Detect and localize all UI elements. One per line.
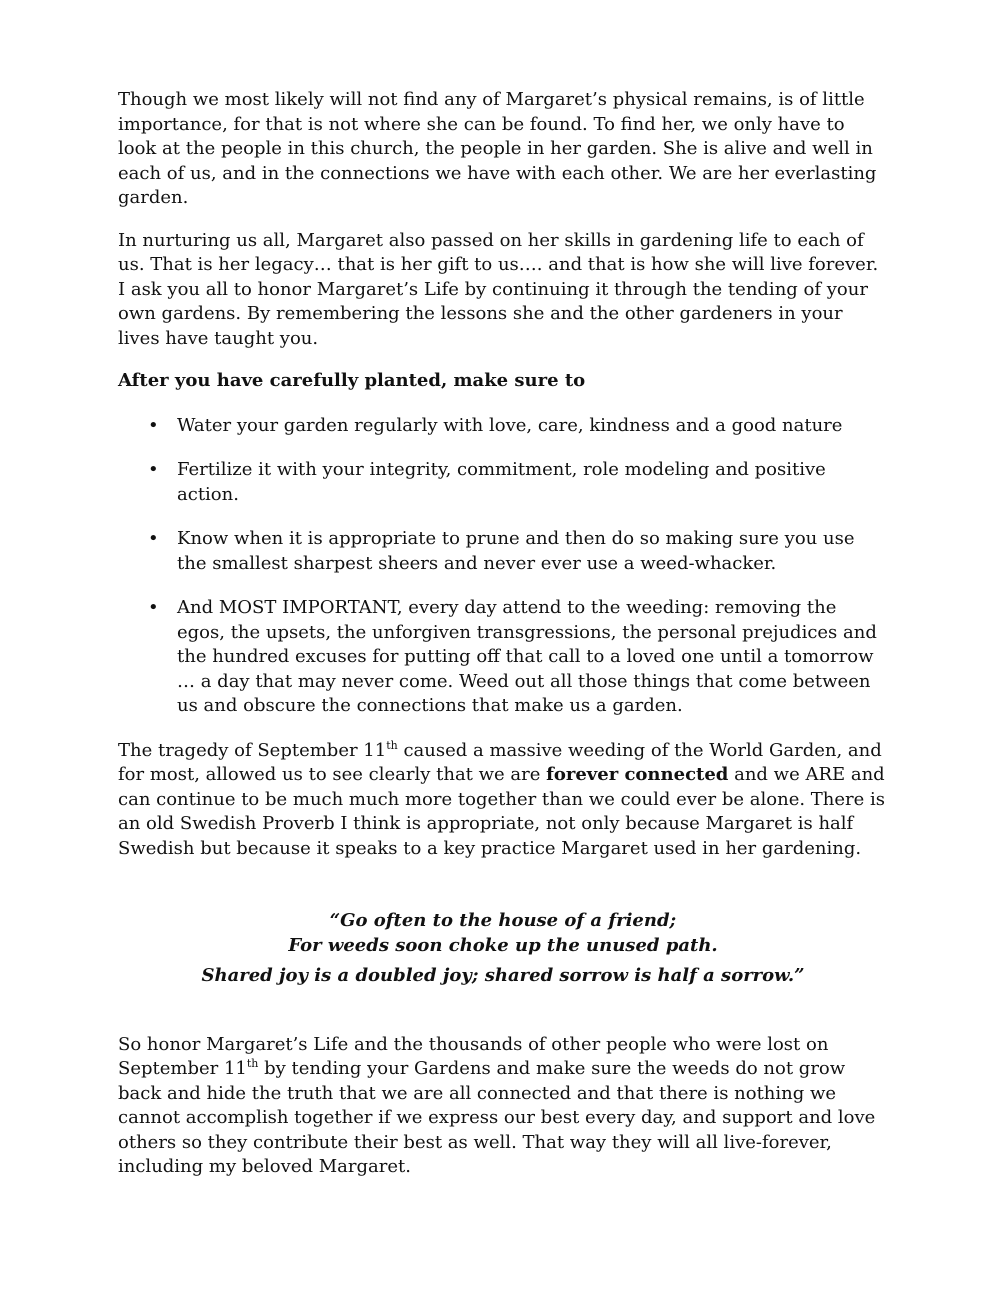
honor-text-end: by tending your Gardens and make sure the weeds do not grow back and hide the truth that we are all connected and that there is nothing we cannot accomplish together if we express our best every day, and support and love others so they contribute their best as well. That way they will all live-forever, including my beloved Margaret.: [118, 1058, 876, 1177]
bullet-icon: •: [148, 597, 159, 618]
ordinal-suffix: th: [246, 1057, 259, 1070]
tragedy-text-middle: caused a massive weeding of the World Garden, and for most, allowed us to see clearly that we are: [118, 739, 882, 785]
list-item: [118, 458, 888, 507]
list-item: [118, 414, 888, 439]
proverb-line-2: For weeds soon choke up the unused path.: [288, 934, 718, 956]
list-item-text: Fertilize it with your integrity, commitment, role modeling and positive action.: [177, 459, 826, 505]
ordinal-suffix: th: [386, 738, 398, 752]
gardening-list: [118, 414, 888, 719]
section-heading: After you have carefully planted, make sure to: [118, 370, 586, 391]
bullet-icon: •: [148, 459, 159, 480]
honor-text-start: So honor Margaret’s Life and the thousands of other people who were lost on September 11: [118, 1033, 829, 1079]
tragedy-text-start: The tragedy of September 11: [118, 739, 387, 761]
proverb-line-1: “Go often to the house of a friend;: [329, 910, 677, 931]
list-item-text: Know when it is appropriate to prune and then do so making sure you use the smallest sharpest sheers and never ever use a weed-whacker.: [177, 528, 855, 574]
paragraph-tragedy: [118, 739, 888, 862]
emphasis-forever-connected: forever connected: [546, 764, 729, 785]
list-item-text: Water your garden regularly with love, care, kindness and a good nature: [177, 414, 843, 436]
list-item: [118, 527, 888, 576]
paragraph-honor: [118, 1033, 888, 1180]
paragraph-remains: Though we most likely will not find any of Margaret’s physical remains, is of little importance, for that is not where she can be found. To find her, we only have to look at the people in this church, the people in her garden. She is alive and well in each of us, and in the connections we have with each other. We are her everlasting garden.: [118, 89, 877, 208]
paragraph-legacy: In nurturing us all, Margaret also passed on her skills in gardening life to each of us. That is her legacy… that is her gift to us…. and that is how she will live forever. I ask you all to honor Margaret’s Life by continuing it through the tending of your own gardens. By remembering the lessons she and the other gardeners in your lives have taught you.: [118, 229, 879, 349]
swedish-proverb: [118, 909, 888, 989]
list-item-text: And MOST IMPORTANT, every day attend to the weeding: removing the egos, the upsets, the unforgiven transgressions, the personal prejudices and the hundred excuses for putting off that call to a loved one until a tomorrow … a day that may never come. Weed out all those things that come between us and obscure the connections that make us a garden.: [177, 597, 877, 716]
bullet-icon: •: [148, 528, 159, 549]
document-page: [118, 88, 888, 1198]
proverb-line-3: Shared joy is a doubled joy; shared sorrow is half a sorrow.”: [201, 965, 805, 986]
tragedy-text-end: and we ARE and can continue to be much much more together than we could ever be alone. There is an old Swedish Proverb I think is appropriate, not only because Margaret is half Swedish but because it speaks to a key practice Margaret used in her gardening.: [118, 764, 886, 859]
list-item: [118, 596, 888, 719]
bullet-icon: •: [148, 414, 159, 436]
